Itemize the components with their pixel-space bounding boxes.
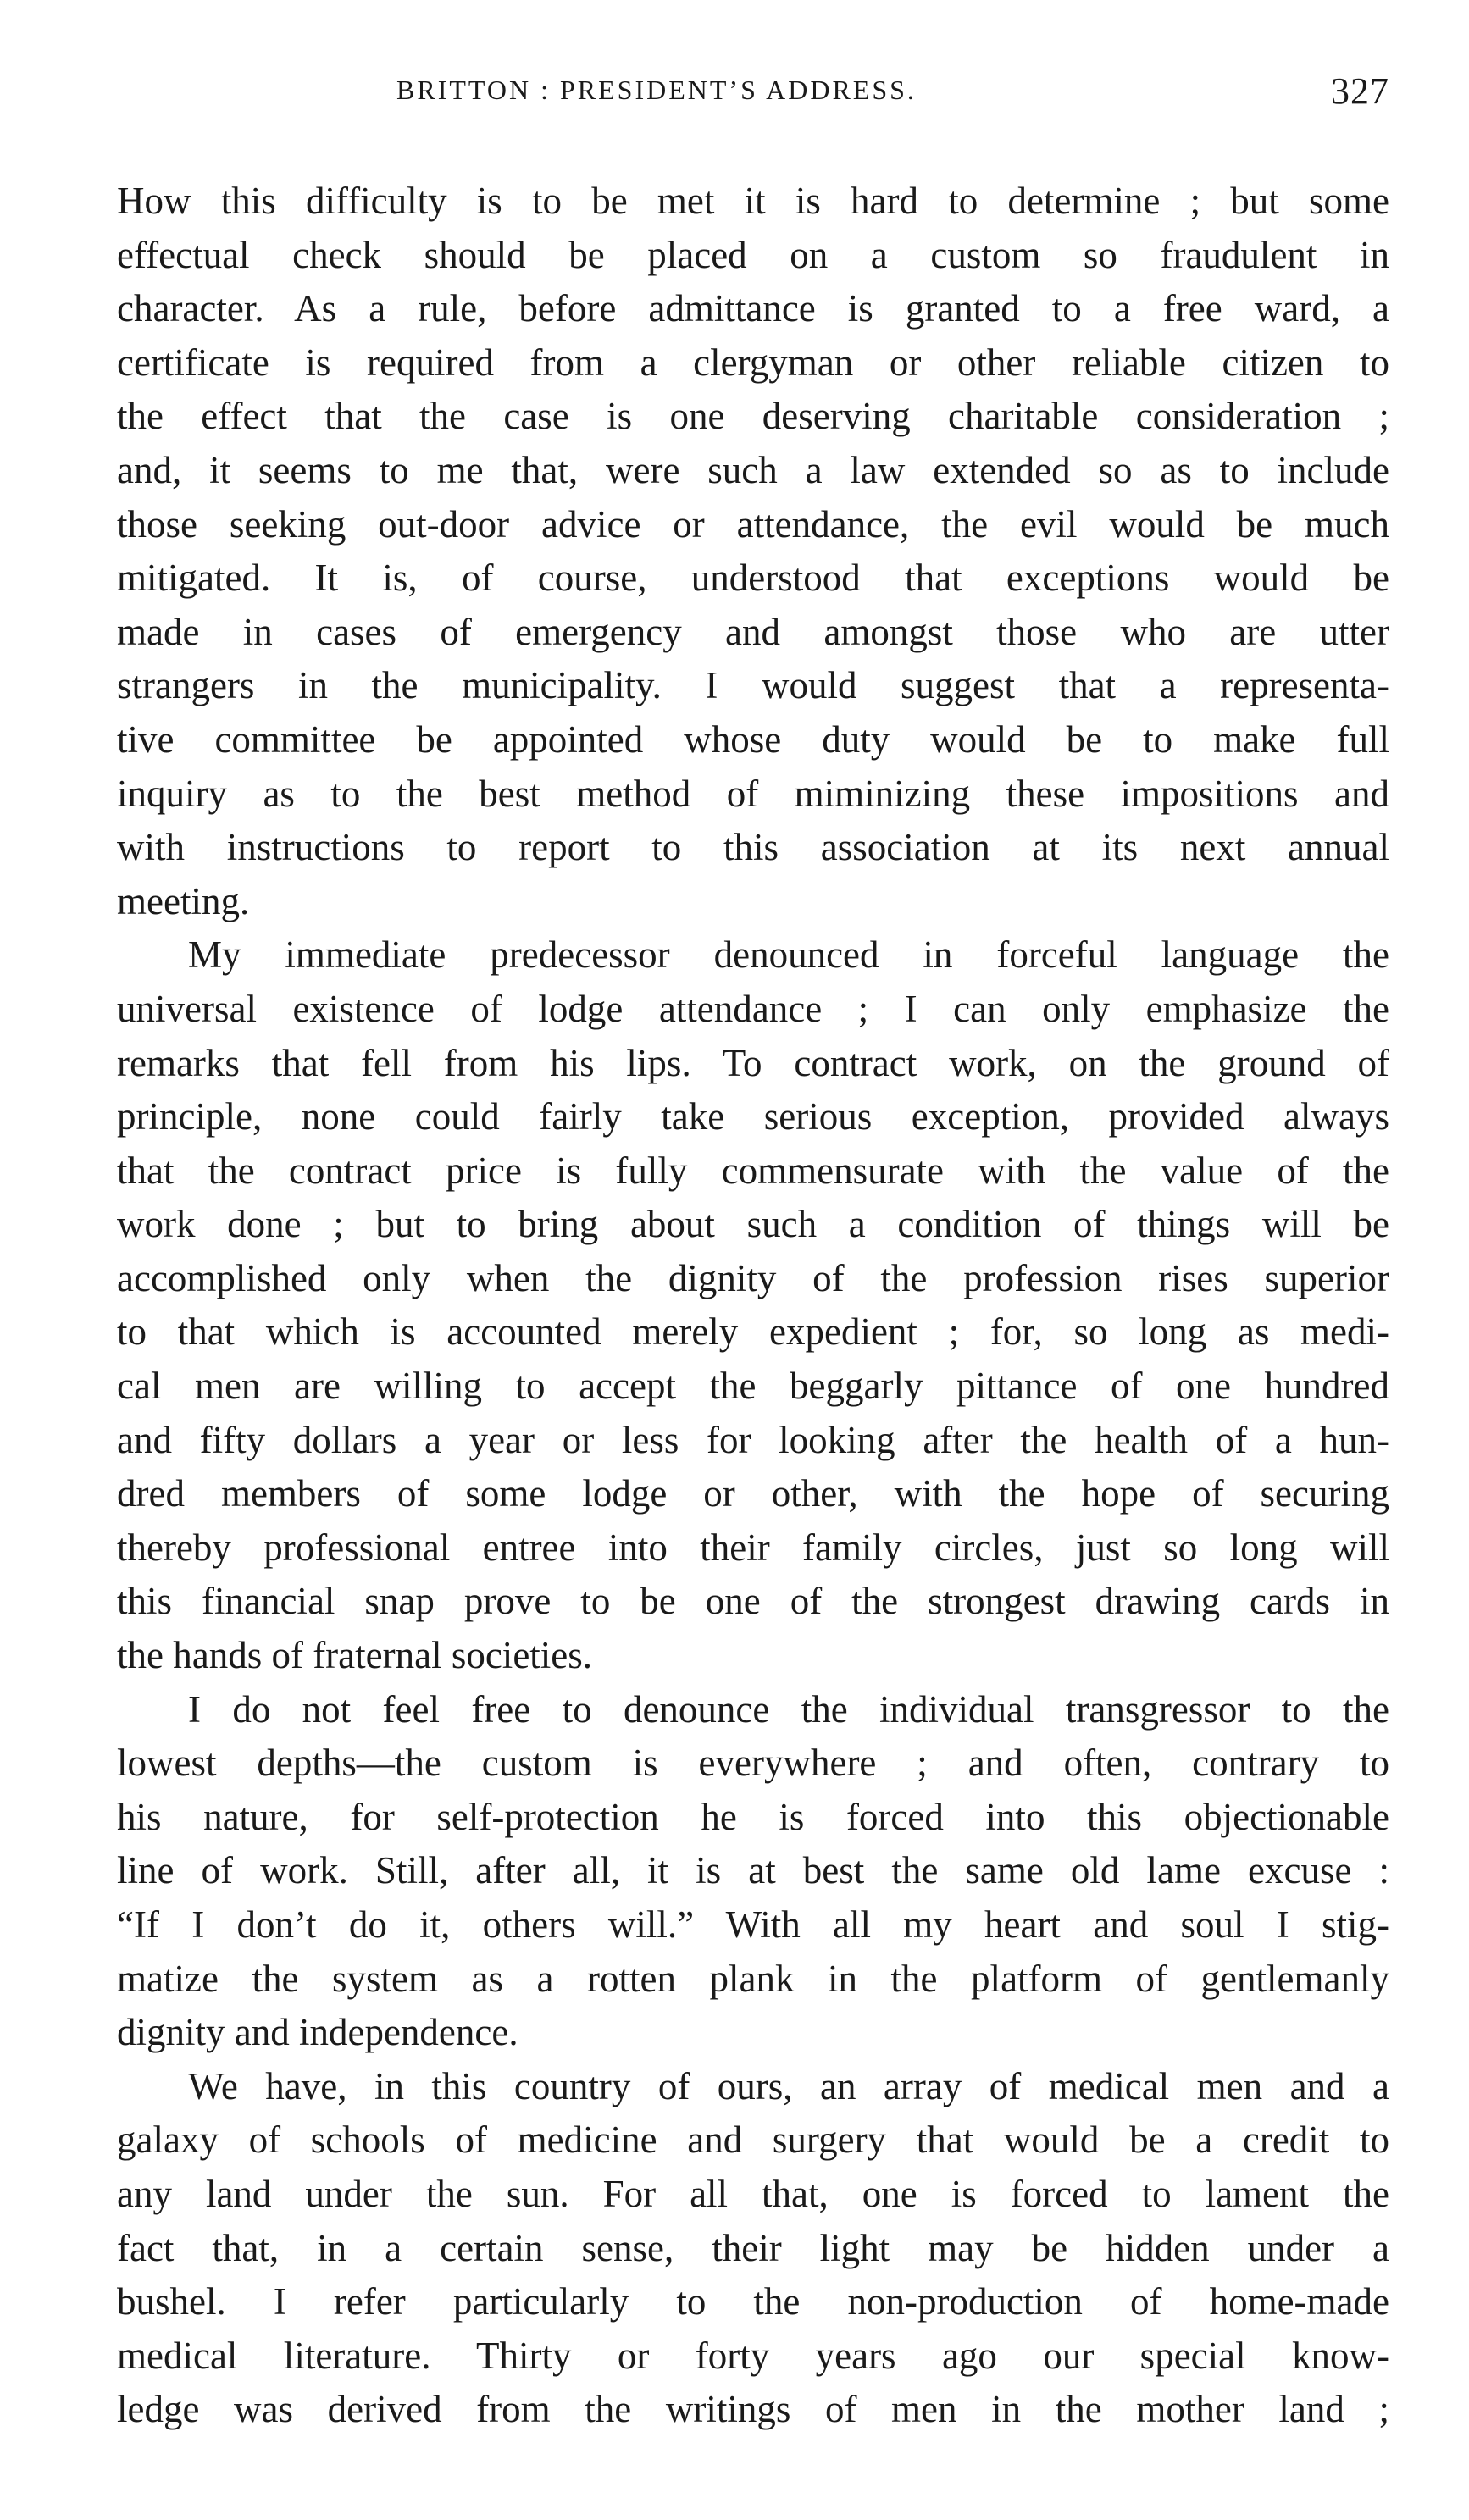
text-line: cal men are willing to accept the beggarly pittance of one hundred: [117, 1365, 1389, 1408]
paragraph-2: [117, 928, 1389, 1682]
text-line: galaxy of schools of medicine and surgery that would be a credit to: [117, 2118, 1389, 2162]
text-line: How this difficulty is to be met it is hard to determine ; but some: [117, 180, 1389, 222]
text-line: fact that, in a certain sense, their light may be hidden under a: [117, 2226, 1389, 2269]
paragraph-3: [117, 1683, 1389, 2060]
text-line: work done ; but to bring about such a condition of things will be: [117, 1203, 1389, 1246]
text-line: principle, none could fairly take serious exception, provided always: [117, 1095, 1389, 1138]
text-line: line of work. Still, after all, it is at best the same old lame excuse :: [117, 1849, 1389, 1892]
text-line: mitigated. It is, of course, understood that exceptions would be: [117, 557, 1389, 600]
text-line: with instructions to report to this association at its next annual: [117, 826, 1389, 869]
text-line: accomplished only when the dignity of the profession rises superior: [117, 1256, 1389, 1299]
text-line: thereby professional entree into their family circles, just so long will: [117, 1526, 1389, 1569]
text-line: the hands of fraternal societies.: [117, 1634, 593, 1677]
text-line: those seeking out-door advice or attendance, the evil would be much: [117, 502, 1389, 546]
text-line: that the contract price is fully commensurate with the value of the: [117, 1149, 1389, 1192]
text-line: medical literature. Thirty or forty years ago our special know-: [117, 2334, 1389, 2377]
text-line: universal existence of lodge attendance ; I can only emphasize the: [117, 987, 1389, 1030]
text-line: remarks that fell from his lips. To contract work, on the ground of: [117, 1041, 1389, 1084]
text-line: and, it seems to me that, were such a law extended so as to include: [117, 448, 1389, 491]
text-line: this financial snap prove to be one of the strongest drawing cards in: [117, 1580, 1389, 1623]
running-head: [117, 70, 1389, 125]
text-line: tive committee be appointed whose duty would be to make full: [117, 717, 1389, 761]
paragraph-1: [117, 174, 1389, 928]
text-line: to that which is accounted merely expedient ; for, so long as medi-: [117, 1310, 1389, 1354]
text-line: lowest depths—the custom is everywhere ; and often, contrary to: [117, 1742, 1389, 1785]
text-line: My immediate predecessor denounced in forceful language the: [188, 933, 1389, 977]
text-line: I do not feel free to denounce the individual transgressor to the: [188, 1687, 1389, 1731]
text-line: We have, in this country of ours, an array of medical men and a: [188, 2064, 1389, 2107]
text-line: any land under the sun. For all that, one is forced to lament the: [117, 2172, 1389, 2215]
text-line: bushel. I refer particularly to the non-production of home-made: [117, 2280, 1389, 2323]
text-line: the effect that the case is one deserving charitable consideration ;: [117, 395, 1389, 438]
text-line: dignity and independence.: [117, 2011, 518, 2054]
running-title: BRITTON : PRESIDENT’S ADDRESS.: [396, 75, 917, 105]
text-line: “If I don’t do it, others will.” With all my heart and soul I stig-: [117, 1903, 1389, 1946]
text-line: his nature, for self-protection he is forced into this objectionable: [117, 1795, 1389, 1838]
paragraph-4: [117, 2060, 1389, 2437]
text-line: meeting.: [117, 879, 250, 922]
text-line: character. As a rule, before admittance is granted to a free ward, a: [117, 287, 1389, 330]
text-line: inquiry as to the best method of miminizing these impositions and: [117, 772, 1389, 815]
text-line: matize the system as a rotten plank in the platform of gentlemanly: [117, 1957, 1389, 2000]
text-line: ledge was derived from the writings of men in the mother land ;: [117, 2388, 1389, 2431]
text-line: made in cases of emergency and amongst those who are utter: [117, 610, 1389, 653]
text-line: dred members of some lodge or other, with the hope of securing: [117, 1472, 1389, 1515]
text-line: certificate is required from a clergyman or other reliable citizen to: [117, 341, 1389, 384]
text-line: strangers in the municipality. I would suggest that a representa-: [117, 664, 1389, 707]
body-text: [117, 174, 1389, 2437]
page-number: 327: [1331, 70, 1389, 112]
text-line: effectual check should be placed on a custom so fraudulent in: [117, 233, 1389, 276]
text-line: and fifty dollars a year or less for looking after the health of a hun-: [117, 1418, 1389, 1461]
